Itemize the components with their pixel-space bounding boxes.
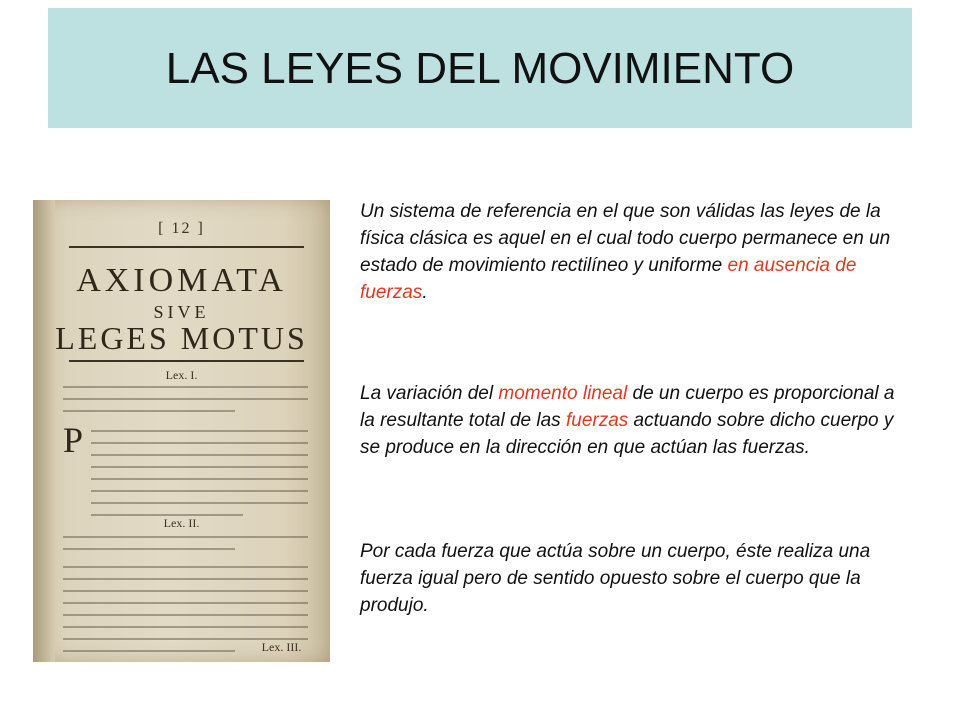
book-dropcap: P [63,420,84,460]
highlighted-term: momento lineal [498,383,628,404]
book-lex-2: Lex. II. [163,516,200,530]
paragraph-text: . [422,282,428,303]
page-rule [69,246,304,248]
book-heading-leges-motus: LEGES MOTUS [55,320,308,356]
book-lex-3: Lex. III. [261,640,302,654]
book-page-number: [ 12 ] [158,220,205,237]
page-title: LAS LEYES DEL MOVIMIENTO [165,44,795,93]
book-text-block [63,386,308,422]
second-law-paragraph [360,380,900,461]
paragraph-text: Un sistema de referencia en el que son válidas las leyes de la física clásica es aquel en el cual todo cuerpo permanece en un estado de movimiento rectilíneo y uniforme [360,201,891,276]
book-heading-axiomata: AXIOMATA [76,262,287,299]
highlighted-term: fuerzas [565,410,629,431]
book-heading-sive: SIVE [153,302,210,322]
paragraph-text: de un cuerpo es proporcional a la resultante total de las [360,383,895,431]
paragraph-text: actuando sobre dicho cuerpo y se produce en la dirección en que actúan las fuerzas. [360,410,894,458]
paragraph-text: Por cada fuerza que actúa sobre un cuerpo, éste realiza una fuerza igual pero de sentido opuesto sobre el cuerpo que la produjo. [360,541,871,616]
principia-page-image [33,200,330,662]
book-lex-1: Lex. I. [165,368,198,382]
first-law-paragraph [360,198,900,306]
highlighted-term: en ausencia de fuerzas [360,255,857,303]
book-text-block [63,536,308,560]
third-law-paragraph [360,538,900,619]
paragraph-text: La variación del [360,383,499,404]
book-text-block [91,430,308,526]
title-bar [48,8,912,128]
page-rule [69,360,304,362]
